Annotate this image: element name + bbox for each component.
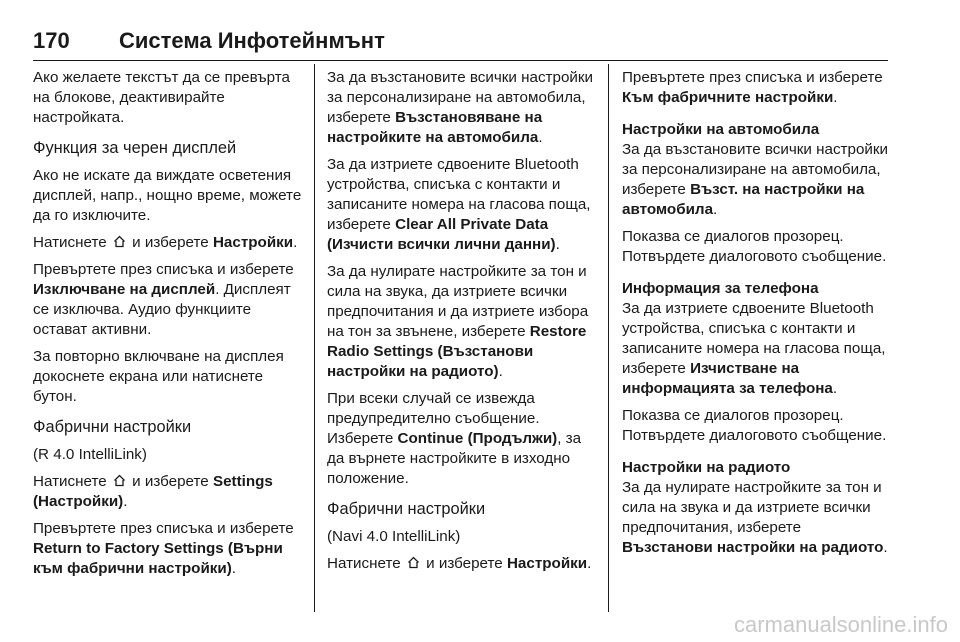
paragraph xyxy=(622,299,892,399)
text: За да изтриете сдвоените Bluetooth устройства, списъка с контакти и записаните номера на гласова поща, изберете xyxy=(327,156,591,233)
text: , за да върнете настройките в изходно положение. xyxy=(327,430,582,487)
paragraph xyxy=(33,260,305,340)
text: Натиснете xyxy=(327,555,401,572)
watermark: carmanualsonline.info xyxy=(733,612,948,637)
column-2 xyxy=(327,68,597,581)
section-heading-dark-display: Функция за черен дисплей xyxy=(33,139,237,157)
text: и изберете xyxy=(426,555,503,572)
text: . xyxy=(293,234,298,251)
menu-item-to-factory: Към фабричните настройки xyxy=(622,89,834,106)
paragraph xyxy=(33,519,305,579)
paragraph xyxy=(327,68,597,148)
text: . Дисплеят се изключва. Аудио функциите остават активни. xyxy=(33,281,291,338)
model-note: (R 4.0 IntelliLink) xyxy=(33,446,147,463)
text: Превъртете през списъка и изберете xyxy=(33,261,294,278)
text: и изберете xyxy=(132,234,209,251)
paragraph xyxy=(622,140,892,220)
section-heading-factory-settings: Фабрични настройки xyxy=(327,500,486,518)
subheading-phone-info: Информация за телефона xyxy=(622,280,819,297)
text: За да нулирате настройките за тон и сила на звука и да изтриете всички предпочитания, изберете xyxy=(622,479,882,536)
page-header xyxy=(33,26,888,61)
column-3 xyxy=(622,68,892,565)
text: Натиснете xyxy=(33,234,107,251)
menu-item-clear-private-data: Clear All Private Data (Изчисти всички лични данни) xyxy=(327,216,556,253)
menu-item-restore-radio: Възстанови настройки на радиото xyxy=(622,539,884,556)
paragraph xyxy=(327,554,597,574)
model-note: (Navi 4.0 IntelliLink) xyxy=(327,528,461,545)
column-1 xyxy=(33,68,305,586)
text: . xyxy=(123,493,128,510)
paragraph xyxy=(327,262,597,382)
text: За да възстановите всички настройки за персонализиране на автомобила, изберете xyxy=(327,69,594,126)
text: . xyxy=(883,539,888,556)
home-icon xyxy=(113,474,126,487)
paragraph: Ако не искате да виждате осветения дисплей, напр., нощно време, можете да го изключите. xyxy=(33,167,302,224)
text: . xyxy=(231,560,237,577)
section-heading-factory-settings: Фабрични настройки xyxy=(33,418,192,436)
text: . xyxy=(498,363,503,380)
text: . xyxy=(555,236,560,253)
text: Натиснете xyxy=(33,473,107,490)
menu-item-return-factory: Return to Factory Settings (Върни към фабрични настройки) xyxy=(33,540,283,577)
paragraph xyxy=(327,155,597,255)
text: За да нулирате настройките за тон и сила на звука, да изтриете всички предпочитания и да изтриете избора на тон за звънене, изберете xyxy=(327,263,589,340)
text: За да възстановите всички настройки за персонализиране на автомобила, изберете xyxy=(622,141,889,198)
home-icon xyxy=(113,235,126,248)
menu-item-restore-vehicle: Възстановяване на настройките на автомобила xyxy=(327,109,543,146)
page-number: 170 xyxy=(33,28,70,53)
column-divider xyxy=(608,64,609,612)
paragraph: За повторно включване на дисплея докоснете екрана или натиснете бутон. xyxy=(33,348,284,405)
subheading-radio-settings: Настройки на радиото xyxy=(622,459,791,476)
paragraph xyxy=(33,472,305,512)
menu-item-settings: Settings (Настройки) xyxy=(33,473,273,510)
home-icon xyxy=(407,556,420,569)
menu-item-settings: Настройки xyxy=(212,234,294,251)
subheading-vehicle-settings: Настройки на автомобила xyxy=(622,121,820,138)
paragraph: Ако желаете текстът да се превърта на блокове, деактивирайте настройката. xyxy=(33,69,290,126)
text: . xyxy=(833,89,838,106)
text: За да изтриете сдвоените Bluetooth устройства, списъка с контакти и записаните номера на гласова поща, изберете xyxy=(622,300,886,377)
paragraph: Показва се диалогов прозорец. Потвърдете диалоговото съобщение. xyxy=(622,228,887,265)
paragraph xyxy=(327,389,597,489)
menu-item-continue: Continue (Продължи) xyxy=(397,430,558,447)
text: При всеки случай се извежда предупредително съобщение. Изберете xyxy=(327,390,540,447)
text: Превъртете през списъка и изберете xyxy=(33,520,294,537)
menu-item-settings: Настройки xyxy=(506,555,588,572)
paragraph xyxy=(33,233,305,253)
text: . xyxy=(713,201,718,218)
paragraph: Показва се диалогов прозорец. Потвърдете диалоговото съобщение. xyxy=(622,407,887,444)
text: и изберете xyxy=(132,473,209,490)
text: Превъртете през списъка и изберете xyxy=(622,69,883,86)
chapter-title: Система Инфотейнмънт xyxy=(119,28,385,53)
paragraph xyxy=(622,68,892,108)
menu-item-restore-radio: Restore Radio Settings (Възстанови настройки на радиото) xyxy=(327,323,587,380)
menu-item-clear-phone-info: Изчистване на информацията за телефона xyxy=(622,360,833,397)
menu-item-restore-vehicle: Възст. на настройки на автомобила xyxy=(622,181,865,218)
column-divider xyxy=(314,64,315,612)
text: . xyxy=(832,380,838,397)
menu-item-display-off: Изключване на дисплей xyxy=(33,281,216,298)
paragraph xyxy=(622,478,892,558)
text: . xyxy=(587,555,592,572)
text: . xyxy=(538,129,543,146)
